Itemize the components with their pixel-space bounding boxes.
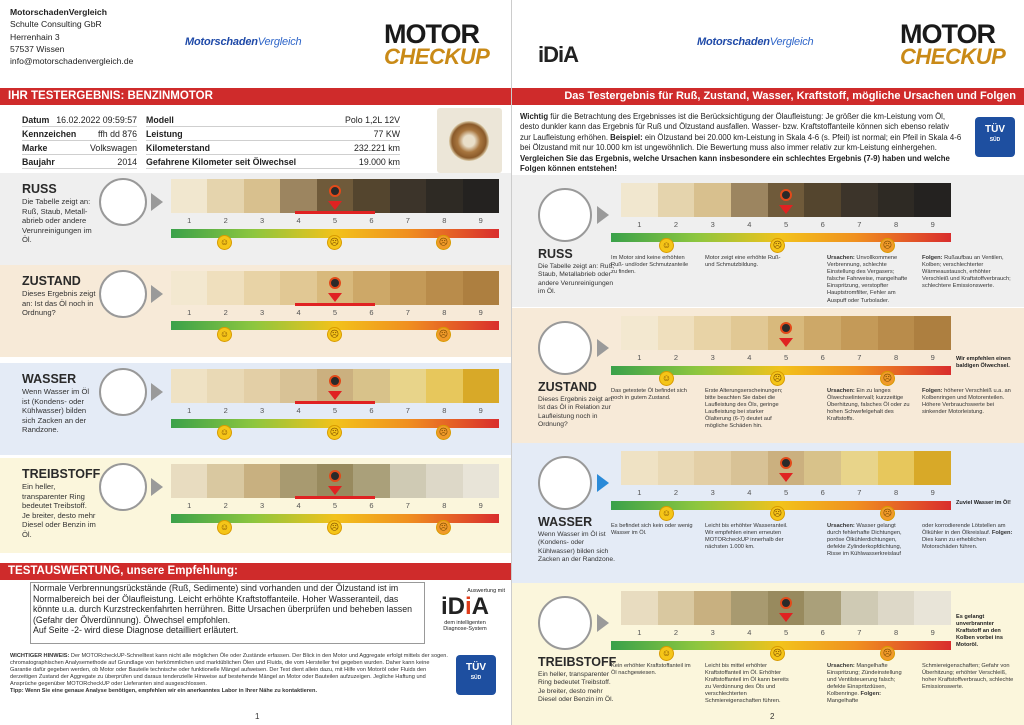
evaluation-text: Normale Verbrennungsrückstände (Ruß, Sedimente) sind vorhanden und der Ölzustand ist im Normalbereich bei der Ölaufleistung. Leicht erhöhte Kraftstoffanteile. Hoher Wasseranteil, das könnte u.a. durch Kurzstreckenfahrten herrühren. Bitte Ursachen überprüfen und beheben lassen (Gefahr der Ölverdünnung). Ölwechsel empfohlen.: [33, 583, 412, 625]
section-desc: Die Tabelle zeigt an: Ruß, Staub, Metall-abrieb oder andere Verunreinigungen im Öl.: [22, 197, 92, 245]
smiley-neutral-icon: ☹: [770, 506, 785, 521]
result-arrow-icon: [328, 293, 342, 302]
scale-numbers: 1 2 3 4 5 6 7 8 9: [187, 308, 483, 317]
motorcheckup-logo: MOTOR CHECKUP: [384, 19, 490, 69]
scale-numbers: 1 2 3 4 5 6 7 8 9: [637, 628, 935, 637]
motorschaden-logo: MotorschadenVergleich: [185, 36, 302, 48]
evaluation-text-2: Auf Seite -2- wird diese Diagnose detailliert erläutert.: [33, 625, 239, 636]
column-4: Schmiereigenschaften; Gefahr von Überhitzung; erhöhter Verschleiß, hoher Kraftstoffverbrauch, schlechte Emissionswerte.: [922, 663, 1014, 691]
section-desc: Ein heller, transparenter Ring bedeutet Treibstoff. Je breiter, desto mehr Diesel oder Benzin im Öl.: [538, 671, 614, 703]
column-4: Folgen: Rußaufbau an Ventilen, Kolben; verschlechterter Wärmeaustausch, erhöhter Verschleiß und Kraftstoffverbrauch; schlechtere Emissionswerte.: [922, 255, 1011, 290]
result-line: [295, 496, 375, 499]
sample-diagram-icon: [538, 456, 592, 510]
result-arrow-icon: [328, 391, 342, 400]
scale-numbers: 1 2 3 4 5 6 7 8 9: [187, 216, 483, 225]
smiley-bad-icon: ☹: [436, 327, 451, 342]
smiley-good-icon: ☺: [217, 235, 232, 250]
smiley-bad-icon: ☹: [880, 371, 895, 386]
oil-spot-icon: [449, 121, 489, 161]
scale-numbers: 1 2 3 4 5 6 7 8 9: [187, 406, 483, 415]
section-title: WASSER: [538, 515, 593, 529]
column-3: Ursachen: Unvollkommene Verbrennung, schlechte Einstellung des Vergasers; falsche Fahrweise, mangelhafte Einspritzung, verstopfter Hauptstromfilter, Fehler am Auspuff oder Turbolader.: [827, 255, 908, 304]
column-2: Motor zeigt eine erhöhte Ruß- und Schmutzbildung.: [705, 255, 781, 269]
arrow-right-icon: [151, 193, 163, 211]
arrow-right-icon: [597, 206, 609, 224]
marker-icon: [329, 375, 341, 387]
marker-icon: [329, 277, 341, 289]
smiley-neutral-icon: ☹: [770, 646, 785, 661]
column-3: Ursachen: Ein zu langes Ölwechselintervall; kurzzeitige Überhitzung, falsches Öl oder zu hohen Schwefelgehalt des Kraftstoffs.: [827, 388, 910, 423]
smiley-neutral-icon: ☹: [770, 371, 785, 386]
section-title: RUSS: [538, 247, 573, 261]
result-arrow-icon: [779, 338, 793, 347]
recommendation-note: Zuviel Wasser im Öl!: [956, 500, 1011, 506]
column-1: Kein erhöhter Kraftstoffanteil im Öl nachgewiesen.: [611, 663, 691, 677]
page-1: MotorschadenVergleich Schulte Consulting GbR Herrenhain 3 57537 Wissen info@motorschadenvergleich.de MotorschadenVergleich MOTOR CHECKUP IHR TESTERGEBNIS: BENZINMOTOR Datum 16.02.2022 09:59:57 Kennzeichen ffh dd 876 Marke Volkswagen Baujahr 2014 Modell Polo 1,2L 12V Leistung 77 KW Kilometerstand 232.221 km Gefahrene Kilometer seit Ölwechsel 19.000 km TESTAUSWERTUNG, unsere Empfehlung: Normale Verbrennungsrückstände (Ruß, Sedimente) sind vorhanden und der Ölzustand ist im Normalbereich bei der Ölaufleistung. Leicht erhöhte Kraftstoffanteile. Hoher Wasseranteil, das könnte u.a. durch Kurzstreckenfahrten herrühren. Bitte Ursachen überprüfen und beheben lassen (Gefahr der Ölverdünnung). Ölwechsel empfohlen. Auf Seite -2- wird diese Diagnose detailliert erläutert. Auswertung mit iDiA dem intelligenten Diagnose-System WICHTIGER HINWEIS: Der MOTORcheckUP-Schnelltest kann nicht alle möglichen Öle oder Zustände erfassen. Der Blick in den Motor und Aggregate erfolgt mittels der sogen. chromatographischen Analysemethode auf Grundlage von herkömmlichen und marktüblichen Ölen und Fluids, die vom Hersteller frei gegeben wurden. Daher kann keine Garantie dafür gegeben werden, ob Motor oder Bauteile technische oder funktionelle Mängel aufweisen. Der Test dient allein dazu, mit Hilfe von Motoröl oder Fluids den derzeitigen Zustand der Aggregate zu überprüfen und daraus tendenzielle Hinweise auf bestehende Mängel an Motor oder Bauteilen aufzuzeigen. Jegliche Haftung und Ansprüche gegenüber MOTORcheckUP oder Lieferanten sind ausgeschlossen. Tipp: Wenn Sie eine genaue Analyse benötigen, empfehlen wir ein anerkanntes Labor in Ihrer Nähe zu kontaktieren. TÜV SÜD 1 RUSS Die Tabelle zeigt an: Ruß, Staub, Metall-abrieb oder andere Verunreinigungen im Öl. 1 2 3 4 5 6 7 8 9 ☺ ☹ ☹ ZUSTAND Dieses Ergebnis zeigt an: Ist das Öl noch in Ordnung? 1 2 3 4 5 6 7 8 9 ☺ ☹ ☹ WASSER Wenn Wasser im Öl ist (Kondens- oder Kühlwasser) bilden sich Zacken an der Randzone. 1 2 3 4 5 6 7 8 9 ☺ ☹ ☹ TREIBSTOFF Ein heller, transparenter Ring bedeutet Treibstoff. Je breiter, desto mehr Diesel oder Benzin im Öl. 1 2 3 4 5 6 7 8 9 ☺ ☹ ☹: [0, 0, 512, 725]
company-email[interactable]: info@motorschadenvergleich.de: [10, 56, 134, 67]
marker-icon: [780, 597, 792, 609]
section-title: TREIBSTOFF: [22, 467, 101, 481]
company-line3: Herrenhain 3: [10, 31, 60, 42]
section-desc: Dieses Ergebnis zeigt an: Ist das Öl noch in Ordnung?: [22, 289, 96, 318]
smiley-bad-icon: ☹: [880, 506, 895, 521]
motorschaden-logo-2: MotorschadenVergleich: [697, 36, 814, 48]
sample-diagram-icon: [538, 188, 592, 242]
result-arrow-icon: [328, 201, 342, 210]
smiley-bad-icon: ☹: [436, 235, 451, 250]
idia-logo: iDiA: [538, 42, 578, 67]
column-1: Das getestete Öl befindet sich noch in gutem Zustand.: [611, 388, 687, 402]
oil-sample-image: [437, 108, 502, 173]
column-1: Im Motor sind keine erhöhten Ruß- und/oder Schmutzanteile zu finden.: [611, 255, 689, 276]
recommendation-note: Es gelangt unverbrannter Kraftstoff an den Kolben vorbei ins Motoröl.: [956, 614, 1003, 648]
page-2: [512, 0, 1024, 725]
shield-tuv-icon: TÜV SÜD: [456, 655, 496, 695]
disclaimer: WICHTIGER HINWEIS: Der MOTORcheckUP-Schnelltest kann nicht alle möglichen Öle oder Zustände erfassen. Der Blick in den Motor und Aggregate erfolgt mittels der sogen. chromatographischen Analysemethode auf Grundlage von herkömmlichen und marktüblichen Ölen und Fluids, die vom Hersteller frei gegeben wurden. Daher kann keine Garantie dafür gegeben werden, ob Motor oder Bauteile technische oder funktionelle Mängel aufweisen. Der Test dient allein dazu, mit Hilfe von Motoröl oder Fluids den derzeitigen Zustand der Aggregate zu überprüfen und daraus tendenzielle Hinweise auf bestehende Mängel an Motor oder Bauteilen aufzuzeigen. Jegliche Haftung und Ansprüche gegenüber MOTORcheckUP oder Lieferanten sind ausgeschlossen. Tipp: Wenn Sie eine genaue Analyse benötigen, empfehlen wir ein anerkanntes Labor in Ihrer Nähe zu kontaktieren.: [10, 653, 448, 695]
smiley-neutral-icon: ☹: [327, 520, 342, 535]
column-2: Leicht bis erhöhter Wasseranteil. Wir empfehlen einen erneuten MOTORcheckUP innerhalb der nächsten 1.000 km.: [705, 523, 788, 551]
section-desc: Wenn Wasser im Öl ist (Kondens- oder Kühlwasser) bilden sich Zacken an der Randzone.: [538, 531, 615, 563]
smiley-good-icon: ☺: [217, 520, 232, 535]
page-number-2: 2: [770, 712, 775, 721]
result-arrow-icon: [779, 613, 793, 622]
company-line4: 57537 Wissen: [10, 43, 65, 54]
result-line: [295, 401, 375, 404]
smiley-good-icon: ☺: [659, 646, 674, 661]
smiley-good-icon: ☺: [659, 506, 674, 521]
column-3: Ursachen: Mangelhafte Einspritzung; Zündeinstellung und Ventilsteuerung falsch; defekte Einspritzdüsen, Kolbenringe. Folgen: Mangelhafte: [827, 663, 902, 705]
section-title: ZUSTAND: [22, 274, 81, 288]
intro-text: Wichtig für die Betrachtung des Ergebnisses ist die Berücksichtigung der Ölaufleistung: Je größer die km-Leistung vom Öl, desto dunkler kann das Ergebnis für Ruß und Ölzustand ausfallen. Wasser- bzw. Kraftstoffanteile können sich ebenso relativ zur Laufleistung erhöhen. Beispiel: ein Ölzustand bei 20.000 km-Leistung in Skala 4-6 (s. Pfeil) ist normal; ein Pfeil in Skala 4-6 bei Ölzustand mit nur 10.000 km ist ungewöhnlich. Die Bewertung muss also immer relativ zur km-Leistung einhergehen. Vergleichen Sie das Ergebnis, welche Ursachen kann insbesondere ein schlechtes Ergebnis (7-9) haben und welche Folgen können entstehen!: [520, 112, 962, 174]
section-title: RUSS: [22, 182, 57, 196]
sample-diagram-icon: [538, 596, 592, 650]
smiley-neutral-icon: ☹: [327, 235, 342, 250]
result-arrow-icon: [779, 473, 793, 482]
company-name: MotorschadenVergleich: [10, 7, 107, 17]
result-header: IHR TESTERGEBNIS: BENZINMOTOR: [0, 88, 512, 105]
scale-numbers: 1 2 3 4 5 6 7 8 9: [637, 353, 935, 362]
sample-diagram-icon: [99, 463, 147, 511]
arrow-right-icon: [597, 474, 609, 492]
smiley-bad-icon: ☹: [880, 238, 895, 253]
column-4: Folgen: höherer Verschleiß u.a. an Kolbenringen und Motorenteilen. Höhere Verbrauchswerte bei sinkender Motorleistung.: [922, 388, 1011, 416]
evaluation-header: TESTAUSWERTUNG, unsere Empfehlung:: [0, 563, 512, 580]
arrow-right-icon: [597, 339, 609, 357]
scale-numbers: 1 2 3 4 5 6 7 8 9: [637, 488, 935, 497]
section-title: TREIBSTOFF: [538, 655, 617, 669]
marker-icon: [780, 457, 792, 469]
marker-icon: [329, 470, 341, 482]
motorcheckup-logo-2: MOTOR CHECKUP: [900, 19, 1006, 69]
smiley-neutral-icon: ☹: [327, 327, 342, 342]
marker-icon: [780, 322, 792, 334]
sample-diagram-icon: [99, 270, 147, 318]
column-4: oder korrodierende Lötstellen am Ölkühler in den Ölkreislauf. Folgen: Dies kann zu erheblichen Motorschäden führen.: [922, 523, 1013, 551]
section-desc: Wenn Wasser im Öl ist (Kondens- oder Kühlwasser) bilden sich Zacken an der Randzone.: [22, 387, 90, 435]
smiley-good-icon: ☺: [659, 371, 674, 386]
sample-diagram-icon: [538, 321, 592, 375]
result-arrow-icon: [779, 205, 793, 214]
result-line: [295, 303, 375, 306]
section-title: WASSER: [22, 372, 77, 386]
arrow-right-icon: [151, 285, 163, 303]
arrow-right-icon: [597, 614, 609, 632]
column-1: Es befindet sich kein oder wenig Wasser im Öl.: [611, 523, 693, 537]
smiley-good-icon: ☺: [217, 425, 232, 440]
shield-tuv-icon-2: TÜV SÜD: [975, 117, 1015, 157]
evaluation-box: [30, 582, 425, 644]
section-desc: Ein heller, transparenter Ring bedeutet Treibstoff. Je breiter, desto mehr Diesel oder Benzin im Öl.: [22, 482, 96, 539]
column-2: Erste Alterungserscheinungen; bitte beachten Sie dabei die Laufleistung des Öls, geringe Laufleistung bei starker Ölalterung (6-7) deutet auf mögliche Schäden hin.: [705, 388, 783, 430]
sample-diagram-icon: [99, 178, 147, 226]
smiley-neutral-icon: ☹: [770, 238, 785, 253]
marker-icon: [329, 185, 341, 197]
scale-numbers: 1 2 3 4 5 6 7 8 9: [187, 501, 483, 510]
smiley-good-icon: ☺: [659, 238, 674, 253]
column-2: Leicht bis mittel erhöhter Kraftstoffanteil im Öl. Erhöhter Kraftstoffanteil im Öl kann bereits zu Verdünnung des Öls und verschlechterten Schmiereigenschaften führen.: [705, 663, 789, 705]
section-desc: Die Tabelle zeigt an: Ruß, Staub, Metallabrieb oder andere Verunreinigungen im Öl.: [538, 263, 615, 295]
result-header-2: Das Testergebnis für Ruß, Zustand, Wasser, Kraftstoff, mögliche Ursachen und Folgen: [512, 88, 1024, 105]
company-line2: Schulte Consulting GbR: [10, 19, 102, 30]
result-arrow-icon: [328, 486, 342, 495]
idia-badge: Auswertung mit iDiA dem intelligenten Diagnose-System: [440, 588, 505, 632]
arrow-right-icon: [151, 478, 163, 496]
scale-numbers: 1 2 3 4 5 6 7 8 9: [637, 220, 935, 229]
section-title: ZUSTAND: [538, 380, 597, 394]
smiley-bad-icon: ☹: [880, 646, 895, 661]
page-number: 1: [255, 712, 260, 721]
result-line: [295, 211, 375, 214]
smiley-bad-icon: ☹: [436, 425, 451, 440]
arrow-right-icon: [151, 383, 163, 401]
sample-diagram-icon: [99, 368, 147, 416]
recommendation-note: Wir empfehlen einen baldigen Ölwechsel.: [956, 356, 1011, 369]
smiley-good-icon: ☺: [217, 327, 232, 342]
section-desc: Dieses Ergebnis zeigt an: Ist das Öl in Relation zur Laufleistung noch in Ordnung?: [538, 396, 614, 428]
marker-icon: [780, 189, 792, 201]
smiley-bad-icon: ☹: [436, 520, 451, 535]
smiley-neutral-icon: ☹: [327, 425, 342, 440]
company-address: [10, 6, 133, 67]
column-3: Ursachen: Wasser gelangt durch fehlerhafte Dichtungen, poröse Ölkühlerdichtungen, defekte Zylinderkopfdichtung, Risse im Kühlwasserkreislauf: [827, 523, 902, 558]
